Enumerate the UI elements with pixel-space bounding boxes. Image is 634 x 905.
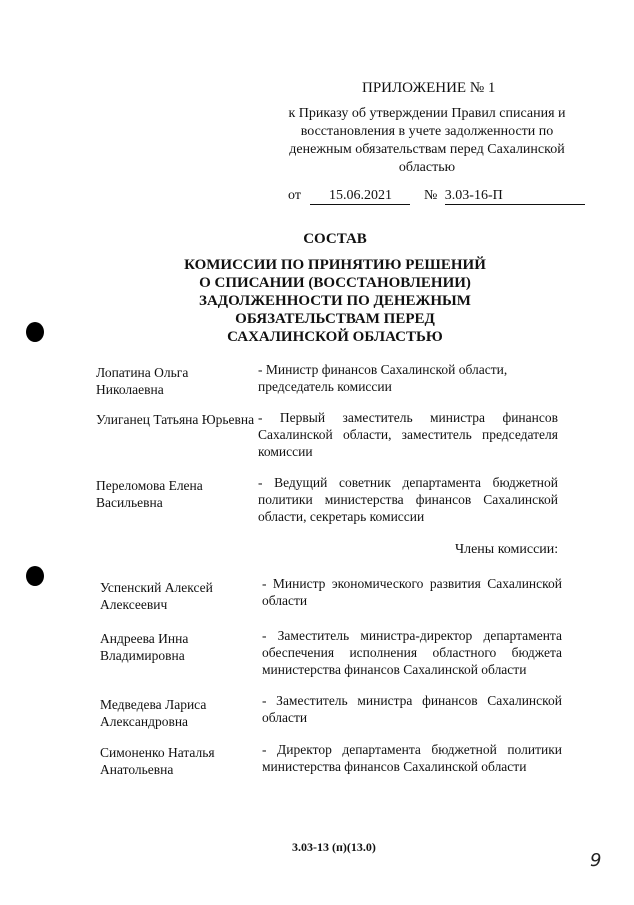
leader-role: - Министр финансов Сахалинской области, председатель комиссии [258,362,508,394]
appendix-title: ПРИЛОЖЕНИЕ № 1 [362,80,496,96]
order-line [288,188,585,205]
leader-name: Переломова Елена Васильевна [96,478,203,510]
punch-hole-top [26,322,44,342]
title-line-composition: СОСТАВ [303,231,367,247]
member-role: - Заместитель министра-директор департамента обеспечения исполнения областного бюджета министерства финансов Сахалинской области [262,628,562,677]
handwritten-page-number: 9 [590,850,602,871]
order-date: 15.06.2021 [310,188,410,205]
title-line-commission: КОМИССИИ ПО ПРИНЯТИЮ РЕШЕНИЙ О СПИСАНИИ (ВОССТАНОВЛЕНИИ) ЗАДОЛЖЕННОСТИ ПО ДЕНЕЖНЫМ ОБЯЗАТЕЛЬСТВАМ ПЕРЕД САХАЛИНСКОЙ ОБЛАСТЬЮ [184,257,486,345]
member-role: - Заместитель министра финансов Сахалинской области [262,693,562,725]
leader-role: - Ведущий советник департамента бюджетной политики министерства финансов Сахалинской области, секретарь комиссии [258,475,558,524]
punch-hole-bottom [26,566,44,586]
footer-code: 3.03-13 (п)(13.0) [292,840,376,854]
leader-name: Улиганец Татьяна Юрьевна [96,412,255,427]
order-number: 3.03-16-П [445,188,585,205]
order-from-label: от [288,188,301,203]
member-name: Андреева Инна Владимировна [100,631,189,663]
member-name: Медведева Лариса Александровна [100,697,207,729]
order-number-label: № [423,188,438,203]
document-title [180,230,490,346]
member-role: - Директор департамента бюджетной политики министерства финансов Сахалинской области [262,742,562,774]
member-role: - Министр экономического развития Сахалинской области [262,576,562,608]
appendix-reference: к Приказу об утверждении Правил списания и восстановления в учете задолженности по денежным обязательствам перед Сахалинской областью [288,106,566,175]
members-header: Члены комиссии: [455,542,559,557]
member-name: Симоненко Наталья Анатольевна [100,745,215,777]
leader-name: Лопатина Ольга Николаевна [96,365,189,397]
leader-role: - Первый заместитель министра финансов Сахалинской области, заместитель председателя комиссии [258,410,558,459]
member-name: Успенский Алексей Алексеевич [100,580,213,612]
